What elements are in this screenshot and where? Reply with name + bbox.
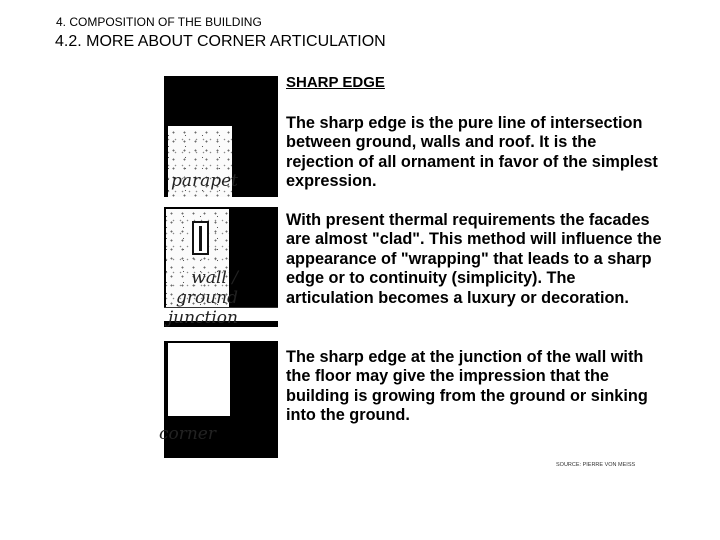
parapet-label: parapet — [170, 171, 238, 191]
wall-ground-label: wall / ground junction — [167, 268, 238, 328]
parapet-cap — [168, 126, 232, 130]
paragraph-1: The sharp edge is the pure line of intersection between ground, walls and roof. It is the rejection of all ornament in favor of the simplest expression. — [286, 114, 658, 191]
junction-window — [192, 221, 209, 255]
content-heading: SHARP EDGE — [286, 74, 385, 91]
paragraph-3: The sharp edge at the junction of the wall with the floor may give the impression that the building is growing from the ground or sinking into the ground. — [286, 348, 648, 425]
corner-label: corner — [158, 424, 216, 444]
section-label: 4. COMPOSITION OF THE BUILDING — [56, 15, 262, 29]
corner-wall — [168, 343, 230, 416]
window-mullion — [199, 226, 202, 251]
slide-title: 4.2. MORE ABOUT CORNER ARTICULATION — [55, 33, 386, 50]
paragraph-2: With present thermal requirements the facades are almost "clad". This method will influence the appearance of "wrapping" that leads to a sharp edge or to continuity (simplicity). The articulation becomes a luxury or decoration. — [286, 211, 662, 307]
source-credit: SOURCE: PIERRE VON MEISS — [556, 462, 636, 468]
